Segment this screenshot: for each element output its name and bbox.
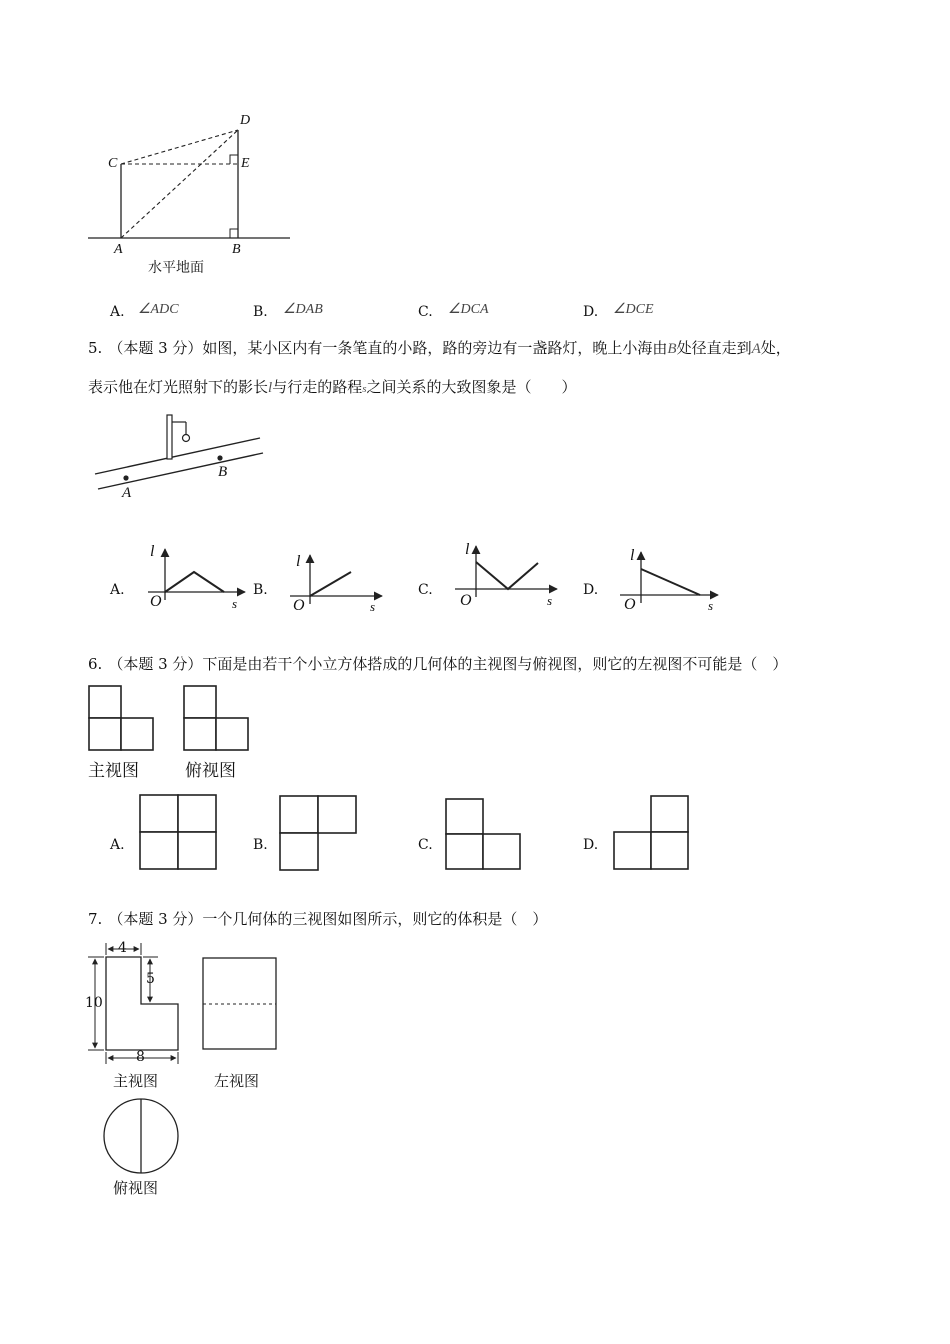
q4-option-d-letter[interactable]: D. — [583, 304, 599, 320]
q7-dim-top: 4 — [118, 940, 127, 956]
q5-number: 5. — [88, 339, 103, 357]
q5-option-c-letter[interactable]: C. — [418, 582, 433, 598]
q7-dim-width: 8 — [136, 1049, 145, 1065]
graph-d-origin-label: O — [624, 596, 636, 613]
point-label-e: E — [241, 156, 250, 171]
q7-number: 7. — [88, 910, 103, 928]
q5-option-a-letter[interactable]: A. — [110, 582, 125, 598]
q5-var-l: l — [268, 380, 273, 396]
q5-text-2b: 与行走的路程 — [272, 378, 363, 396]
q7-dim-notch: 5 — [146, 971, 155, 987]
q4-option-a-text: ∠ADC — [138, 302, 179, 317]
q6-text: 下面是由若干个小立方体搭成的几何体的主视图与俯视图，则它的左视图不可能是（ ） — [202, 655, 788, 673]
q5-var-b: B — [667, 341, 677, 357]
q7-dim-height: 10 — [85, 995, 103, 1011]
q7-front-view-shape — [106, 957, 178, 1050]
graph-a-l-label: l — [150, 543, 155, 560]
road-label-a: A — [122, 485, 132, 501]
graph-c-origin-label: O — [460, 592, 472, 609]
q6-option-d-letter[interactable]: D. — [583, 837, 599, 853]
q7-text: 一个几何体的三视图如图所示，则它的体积是（ ） — [202, 910, 548, 928]
q7-left-view-label: 左视图 — [214, 1072, 260, 1090]
graph-d-l-label: l — [630, 547, 635, 564]
graph-c-s-label: s — [547, 593, 553, 608]
q5-text-2a: 表示他在灯光照射下的影长 — [88, 378, 269, 396]
graph-b-s-label: s — [370, 599, 376, 614]
q5-var-s: s — [362, 383, 367, 395]
point-label-d: D — [240, 113, 251, 128]
q5-score: （本题 3 分） — [108, 339, 203, 357]
point-label-b: B — [232, 242, 241, 257]
q7-score: （本题 3 分） — [108, 910, 203, 928]
q5-option-b-letter[interactable]: B. — [253, 582, 268, 598]
q7-front-view-label: 主视图 — [113, 1072, 159, 1090]
ground-label: 水平地面 — [148, 260, 204, 276]
point-label-a: A — [114, 242, 123, 257]
graph-c-l-label: l — [465, 541, 470, 558]
q5-var-a: A — [751, 341, 761, 357]
graph-a-origin-label: O — [150, 593, 162, 610]
q4-option-b-letter[interactable]: B. — [253, 304, 268, 320]
graph-b-origin-label: O — [293, 597, 305, 614]
q4-option-c-letter[interactable]: C. — [418, 304, 433, 320]
graph-a-s-label: s — [232, 596, 238, 611]
q5-text-1: 如图，某小区内有一条笔直的小路，路的旁边有一盏路灯，晚上小海由 — [202, 339, 668, 357]
q6-top-view-label: 俯视图 — [185, 761, 236, 781]
q5-text-1b: 处径直走到 — [676, 339, 752, 357]
q4-option-c-text: ∠DCA — [448, 302, 489, 317]
q4-option-a-letter[interactable]: A. — [110, 304, 125, 320]
q6-option-b-letter[interactable]: B. — [253, 837, 268, 853]
q7-top-view-label: 俯视图 — [113, 1179, 159, 1197]
road-label-b: B — [218, 464, 228, 480]
point-label-c: C — [108, 156, 118, 171]
q6-number: 6. — [88, 655, 103, 673]
q5-text-2c: 之间关系的大致图象是（ ） — [366, 378, 577, 396]
q4-option-b-text: ∠DAB — [283, 302, 323, 317]
q5-text-1c: 处， — [760, 339, 791, 357]
q6-front-view-label: 主视图 — [88, 761, 139, 781]
q4-option-d-text: ∠DCE — [613, 302, 654, 317]
q6-option-c-letter[interactable]: C. — [418, 837, 433, 853]
q5-option-d-letter[interactable]: D. — [583, 582, 599, 598]
q6-score: （本题 3 分） — [108, 655, 203, 673]
q6-option-a-letter[interactable]: A. — [110, 837, 125, 853]
graph-d-s-label: s — [708, 598, 714, 613]
graph-b-l-label: l — [296, 553, 301, 570]
